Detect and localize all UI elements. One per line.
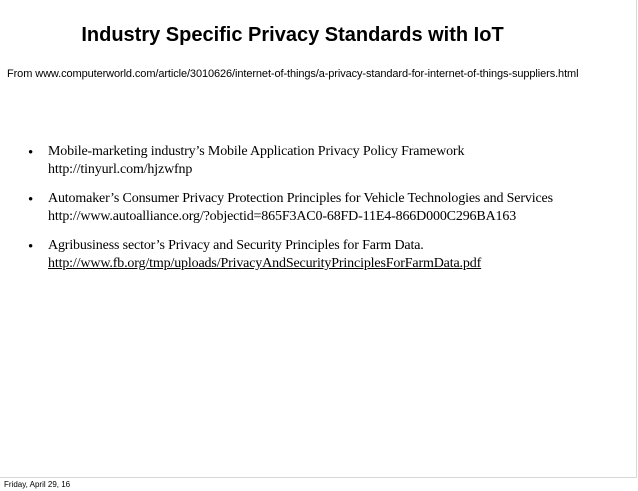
bullet-dot-icon: • [28, 192, 34, 208]
bullet-link-autoalliance[interactable]: http://www.autoalliance.org/?objectid=865F3AC0-68FD-11E4-866D000C296BA163 [48, 209, 517, 224]
slide-title: Industry Specific Privacy Standards with IoT [81, 24, 504, 46]
bullet-text: Agribusiness sector’s Privacy and Security Principles for Farm Data. [48, 238, 424, 253]
source-citation: From www.computerworld.com/article/3010626/internet-of-things/a-privacy-standard-for-internet-of-things-suppliers.html [7, 68, 579, 80]
bullet-dot-icon: • [28, 239, 34, 255]
footer-date: Friday, April 29, 16 [4, 480, 71, 489]
bullet-link-tinyurl[interactable]: http://tinyurl.com/hjzwfnp [48, 162, 193, 177]
bullet-link-farm-data-pdf[interactable]: http://www.fb.org/tmp/uploads/PrivacyAndSecurityPrinciplesForFarmData.pdf [48, 256, 482, 271]
bullet-text: Mobile-marketing industry’s Mobile Application Privacy Policy Framework [48, 144, 465, 159]
bullet-text: Automaker’s Consumer Privacy Protection Principles for Vehicle Technologies and Services [48, 191, 553, 206]
bullet-item-agribusiness [28, 237, 628, 273]
bullet-item-automaker [28, 190, 628, 226]
bullet-dot-icon: • [28, 145, 34, 161]
bullet-item-mobile-marketing [28, 143, 628, 179]
bullet-list [28, 143, 628, 284]
